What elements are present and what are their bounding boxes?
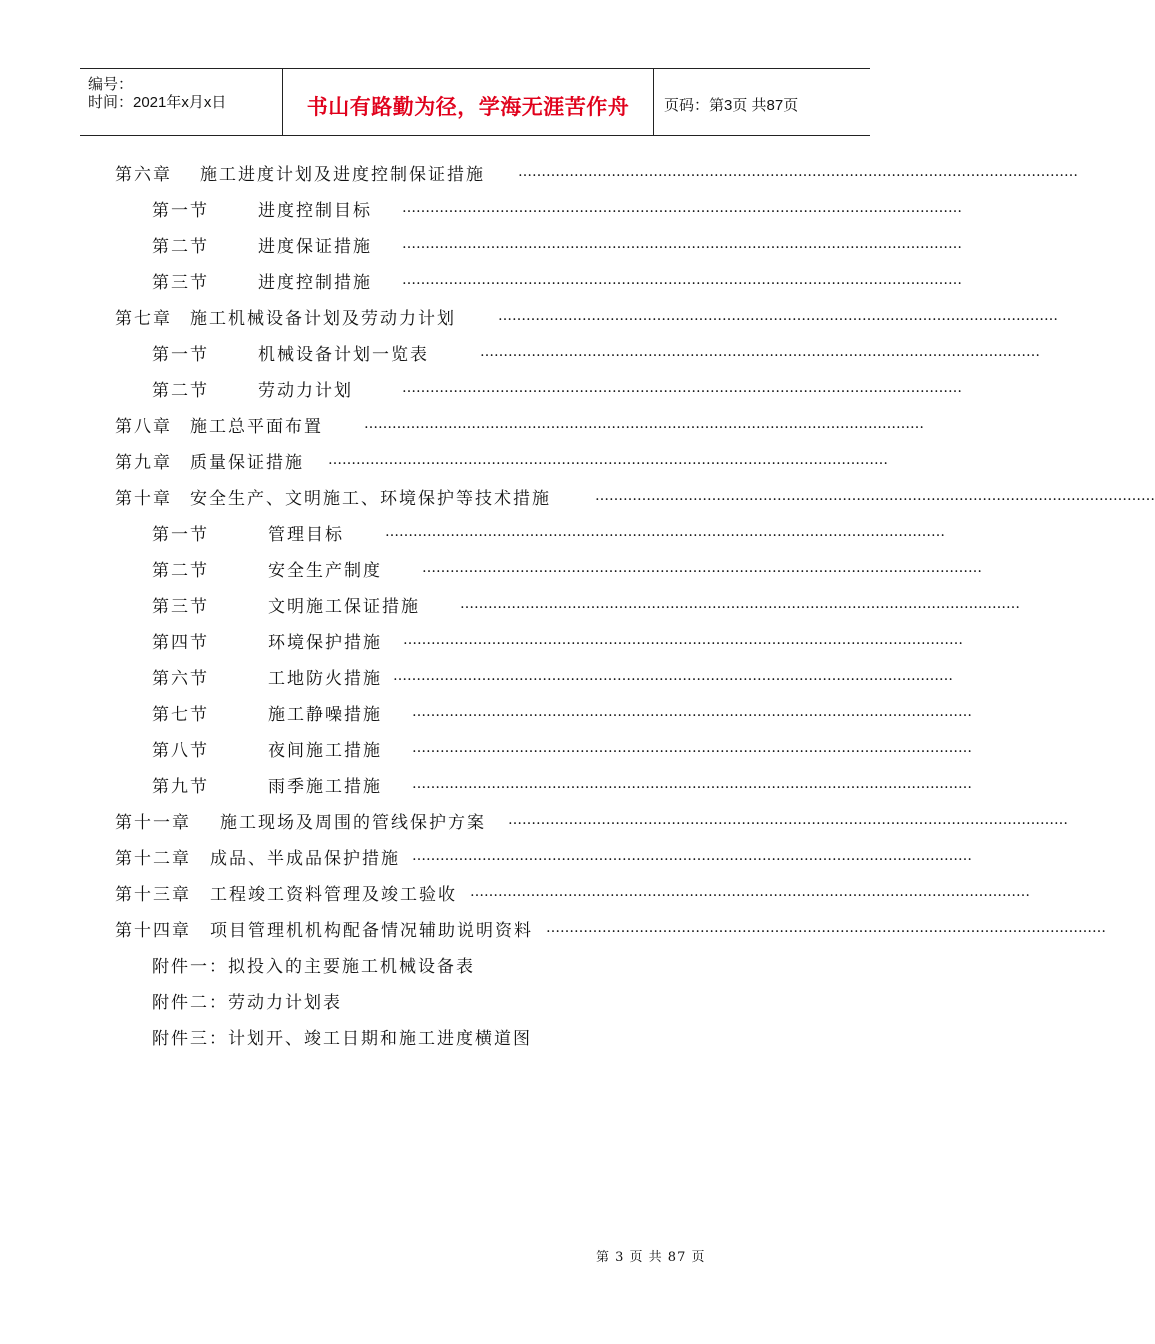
toc-entry-title: 工地防火措施 — [268, 669, 382, 689]
toc-entry — [0, 196, 962, 224]
toc-entry-label: 第八节 — [152, 741, 209, 761]
toc-entry-label: 第六节 — [152, 669, 209, 689]
toc-entry-label: 附件二： — [152, 993, 228, 1013]
toc-entry-title: 安全生产、文明施工、环境保护等技术措施 — [190, 489, 551, 509]
toc-entry — [0, 808, 1068, 836]
toc-entry-label: 第十一章 — [115, 813, 191, 833]
toc-entry-title: 安全生产制度 — [268, 561, 382, 581]
toc-entry-title: 进度保证措施 — [258, 237, 372, 257]
toc-entry-title: 计划开、竣工日期和施工进度横道图 — [228, 1029, 532, 1049]
toc-entry-title: 文明施工保证措施 — [268, 597, 420, 617]
toc-leader-dots: ………………………………………………………………………………………………………… — [403, 632, 963, 648]
toc-entry — [0, 268, 962, 296]
toc-leader-dots: ………………………………………………………………………………………………………… — [508, 812, 1068, 828]
toc-entry-label: 第三节 — [152, 273, 209, 293]
toc-entry-label: 第三节 — [152, 597, 209, 617]
document-number-label: 编号： — [88, 76, 134, 93]
header-page-cell — [654, 69, 870, 135]
toc-leader-dots: ………………………………………………………………………………………………………… — [412, 740, 972, 756]
toc-entry — [0, 952, 950, 980]
header-motto-cell — [282, 69, 654, 135]
toc-entry-label: 第九节 — [152, 777, 209, 797]
toc-entry-label: 第九章 — [115, 453, 172, 473]
toc-leader-dots: ………………………………………………………………………………………………………… — [480, 344, 1040, 360]
toc-leader-dots: ………………………………………………………………………………………………………… — [412, 776, 972, 792]
toc-leader-dots: ………………………………………………………………………………………………………… — [595, 488, 1155, 504]
toc-leader-dots: ………………………………………………………………………………………………………… — [518, 164, 1078, 180]
toc-entry-title: 施工现场及周围的管线保护方案 — [220, 813, 486, 833]
toc-entry — [0, 988, 950, 1016]
toc-entry-title: 劳动力计划表 — [228, 993, 342, 1013]
toc-entry — [0, 700, 972, 728]
toc-leader-dots: ………………………………………………………………………………………………………… — [402, 380, 962, 396]
toc-entry-title: 劳动力计划 — [258, 381, 353, 401]
toc-leader-dots: ………………………………………………………………………………………………………… — [402, 272, 962, 288]
page-footer: 第 3 页 共 87 页 — [596, 1250, 706, 1265]
header-meta-cell — [80, 69, 282, 135]
toc-leader-dots: ………………………………………………………………………………………………………… — [412, 704, 972, 720]
toc-entry — [0, 736, 972, 764]
toc-entry-label: 第一节 — [152, 345, 209, 365]
toc-entry-label: 第一节 — [152, 525, 209, 545]
toc-entry — [0, 556, 982, 584]
toc-leader-dots: ………………………………………………………………………………………………………… — [470, 884, 1030, 900]
toc-leader-dots: ………………………………………………………………………………………………………… — [498, 308, 1058, 324]
toc-entry-label: 第二节 — [152, 381, 209, 401]
toc-entry-title: 夜间施工措施 — [268, 741, 382, 761]
toc-entry-title: 进度控制措施 — [258, 273, 372, 293]
toc-entry — [0, 304, 1058, 332]
toc-entry — [0, 484, 1155, 512]
toc-entry — [0, 880, 1030, 908]
toc-entry-label: 第十二章 — [115, 849, 191, 869]
toc-entry-title: 施工总平面布置 — [190, 417, 323, 437]
toc-entry-title: 管理目标 — [268, 525, 344, 545]
toc-entry-label: 第二节 — [152, 237, 209, 257]
toc-entry — [0, 628, 963, 656]
toc-entry-title: 雨季施工措施 — [268, 777, 382, 797]
toc-entry — [0, 160, 1078, 188]
toc-entry-title: 质量保证措施 — [190, 453, 304, 473]
toc-entry-label: 第二节 — [152, 561, 209, 581]
toc-entry-title: 成品、半成品保护措施 — [210, 849, 400, 869]
toc-entry-label: 第六章 — [115, 165, 172, 185]
toc-entry-title: 拟投入的主要施工机械设备表 — [228, 957, 475, 977]
toc-leader-dots: ………………………………………………………………………………………………………… — [364, 416, 924, 432]
toc-leader-dots: ………………………………………………………………………………………………………… — [460, 596, 1020, 612]
toc-entry-title: 施工静噪措施 — [268, 705, 382, 725]
toc-entry-label: 第四节 — [152, 633, 209, 653]
toc-leader-dots: ………………………………………………………………………………………………………… — [402, 200, 962, 216]
toc-entry-label: 第八章 — [115, 417, 172, 437]
page-header — [80, 68, 870, 136]
toc-entry-label: 第十三章 — [115, 885, 191, 905]
toc-entry-label: 附件一： — [152, 957, 228, 977]
toc-entry — [0, 376, 962, 404]
toc-entry — [0, 412, 950, 440]
toc-entry — [0, 340, 1040, 368]
toc-entry — [0, 520, 950, 548]
toc-entry-title: 项目管理机机构配备情况辅助说明资料 — [210, 921, 533, 941]
toc-entry-label: 附件三： — [152, 1029, 228, 1049]
toc-entry — [0, 916, 1106, 944]
toc-entry-label: 第十章 — [115, 489, 172, 509]
toc-entry-title: 机械设备计划一览表 — [258, 345, 429, 365]
header-page-info: 页码：第3页 共87页 — [664, 97, 799, 114]
toc-entry-title: 环境保护措施 — [268, 633, 382, 653]
toc-leader-dots: ………………………………………………………………………………………………………… — [402, 236, 962, 252]
toc-entry-title: 施工进度计划及进度控制保证措施 — [200, 165, 485, 185]
toc-entry — [0, 448, 950, 476]
toc-leader-dots: ………………………………………………………………………………………………………… — [422, 560, 982, 576]
toc-entry — [0, 844, 972, 872]
toc-leader-dots: ………………………………………………………………………………………………………… — [385, 524, 945, 540]
toc-entry-title: 施工机械设备计划及劳动力计划 — [190, 309, 456, 329]
toc-entry — [0, 1024, 950, 1052]
toc-leader-dots: ………………………………………………………………………………………………………… — [412, 848, 972, 864]
toc-entry — [0, 664, 953, 692]
toc-entry — [0, 232, 962, 260]
toc-leader-dots: ………………………………………………………………………………………………………… — [546, 920, 1106, 936]
toc-entry-label: 第一节 — [152, 201, 209, 221]
document-date: 时间：2021年x月x日 — [88, 94, 227, 111]
toc-leader-dots: ………………………………………………………………………………………………………… — [393, 668, 953, 684]
toc-entry-title: 工程竣工资料管理及竣工验收 — [210, 885, 457, 905]
toc-entry-title: 进度控制目标 — [258, 201, 372, 221]
toc-entry-label: 第七章 — [115, 309, 172, 329]
toc-leader-dots: ………………………………………………………………………………………………………… — [328, 452, 888, 468]
toc-entry-label: 第十四章 — [115, 921, 191, 941]
header-motto: 书山有路勤为径，学海无涯苦作舟 — [306, 95, 630, 119]
toc-entry — [0, 772, 972, 800]
toc-entry — [0, 592, 1020, 620]
toc-entry-label: 第七节 — [152, 705, 209, 725]
